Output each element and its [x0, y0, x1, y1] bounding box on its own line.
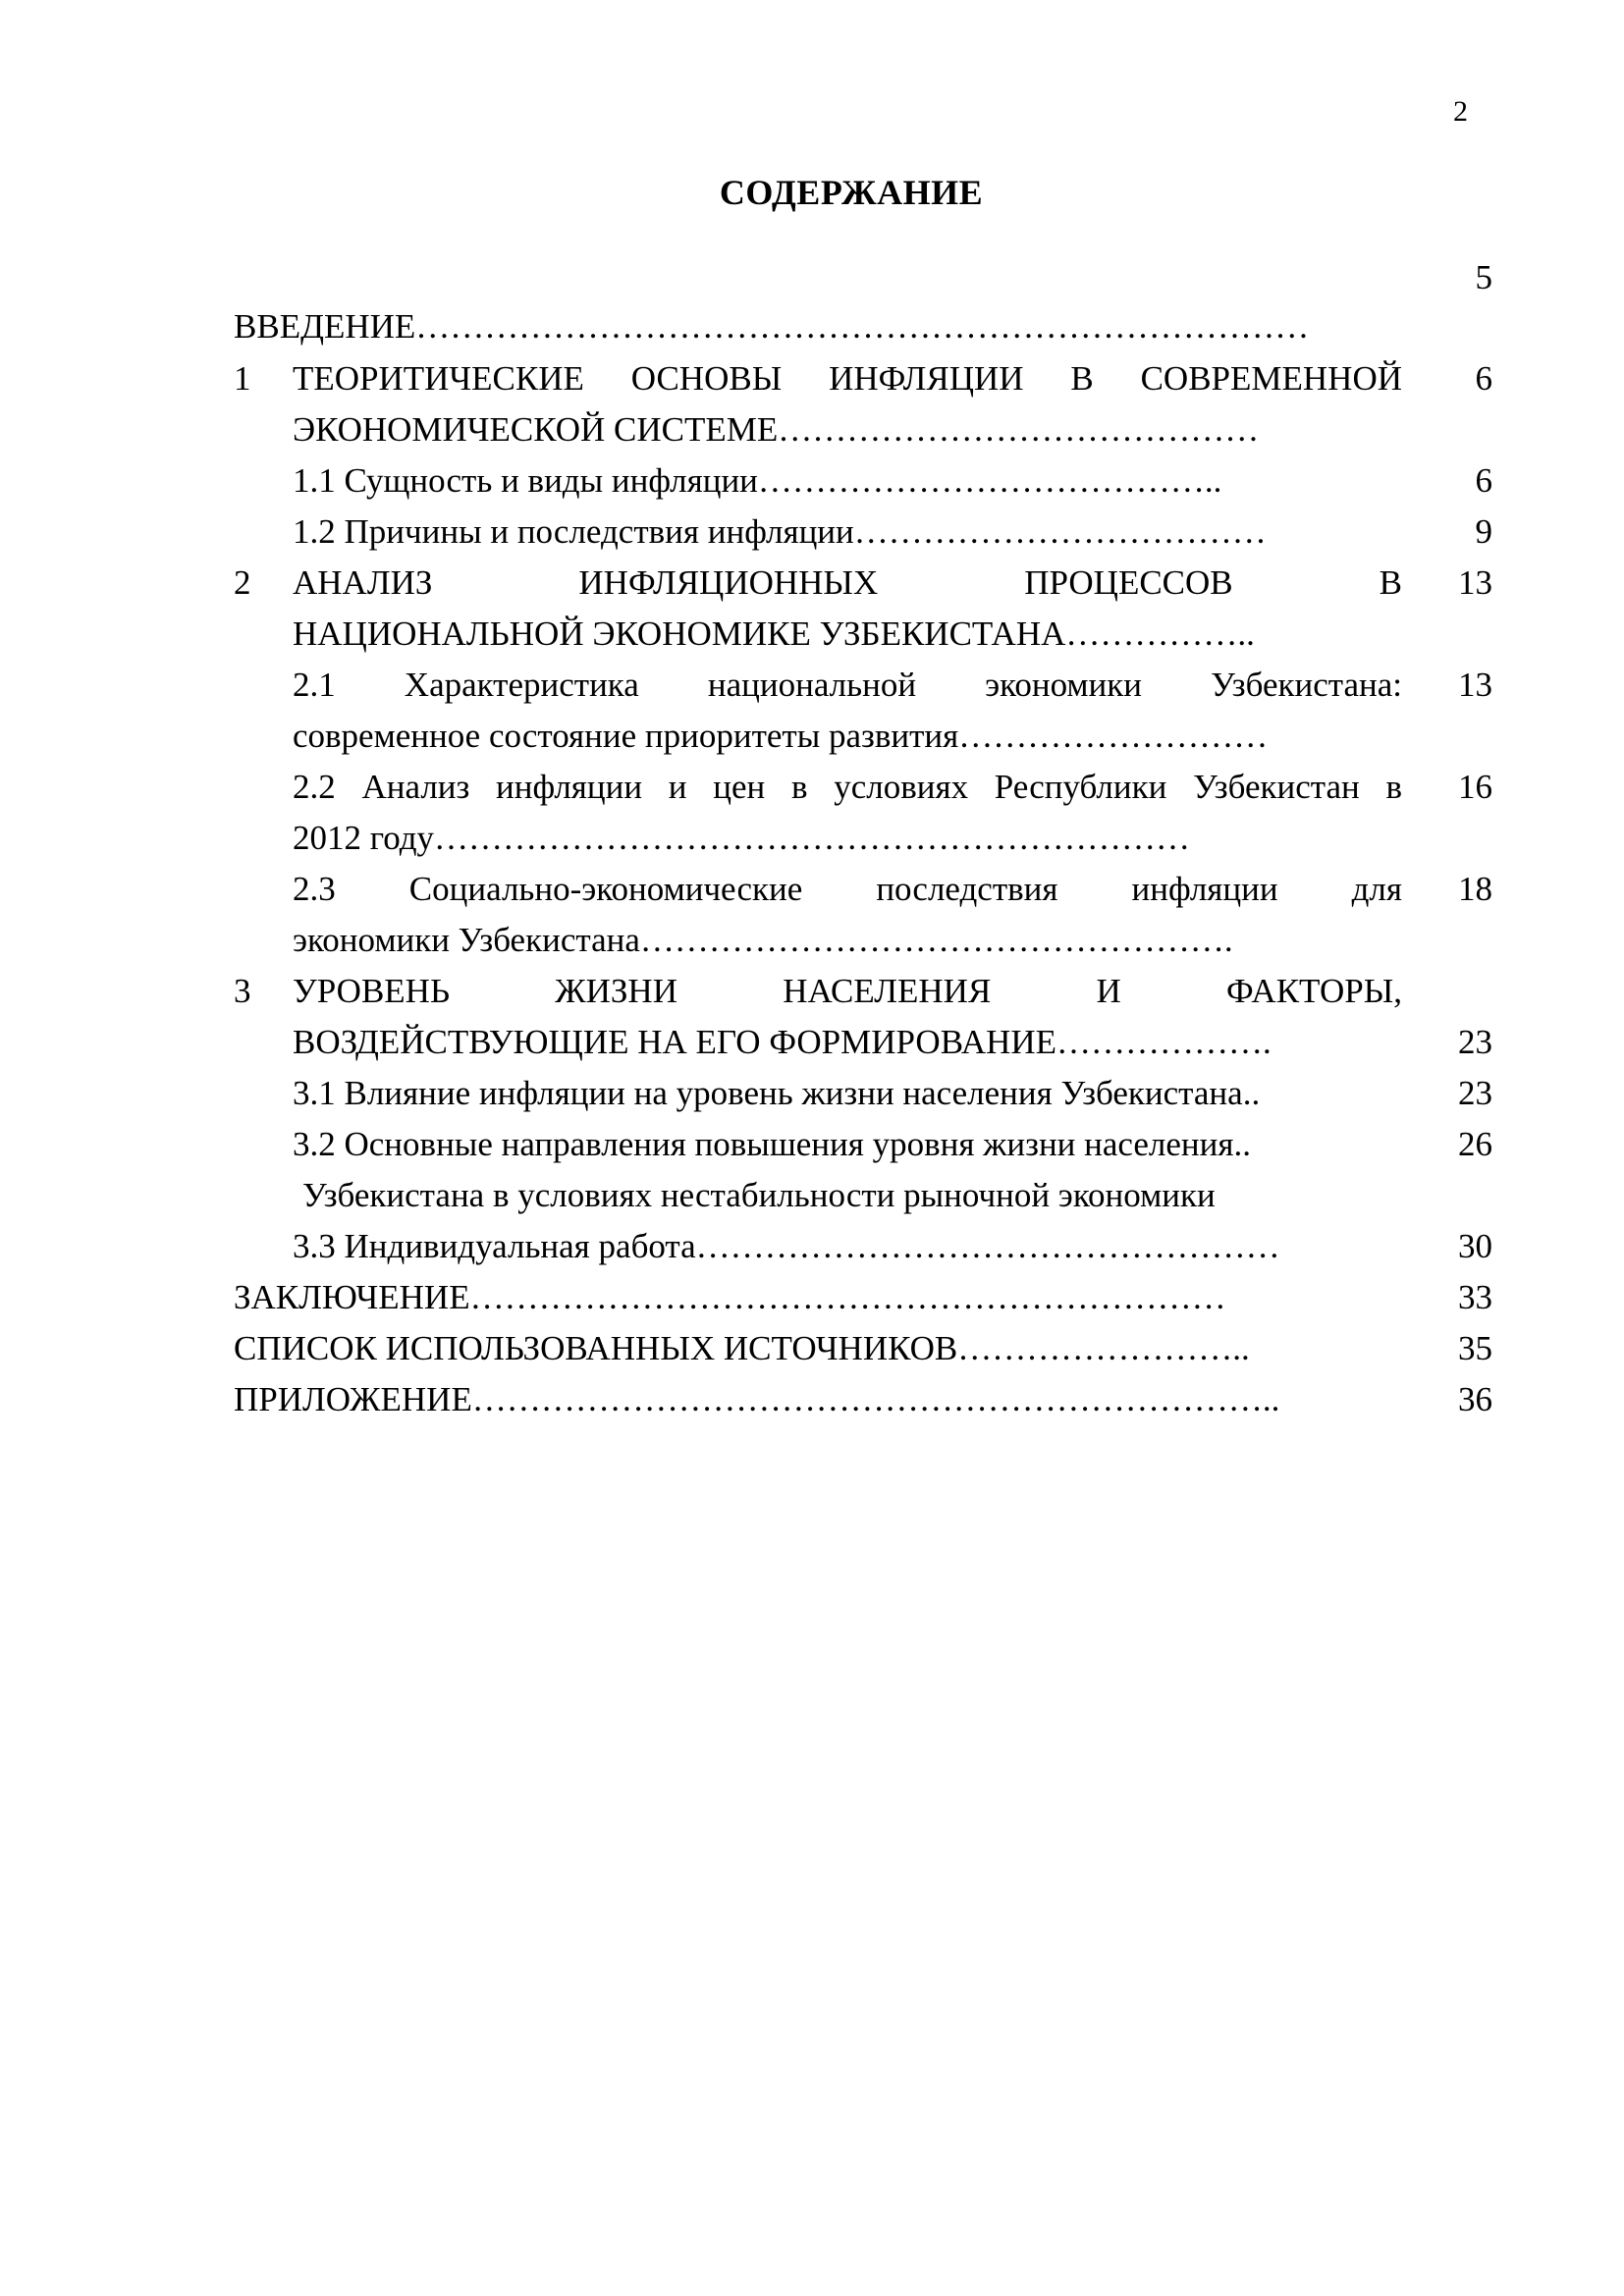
toc-s3-3-page: 30 — [1458, 1227, 1492, 1265]
toc-s2-2-page: 16 — [1458, 768, 1492, 806]
toc-s2-2-line1: 2.2 Анализ инфляции и цен в условиях Республики Узбекистан в — [293, 768, 1402, 806]
toc-s1-1: 1.1 Сущность и виды инфляции………………………………….. — [293, 461, 1222, 500]
toc-s2-3-page: 18 — [1458, 870, 1492, 908]
toc-appendix-page: 36 — [1458, 1380, 1492, 1418]
toc-s2-line2: НАЦИОНАЛЬНОЙ ЭКОНОМИКЕ УЗБЕКИСТАНА…………….. — [293, 614, 1255, 653]
toc-conclusion: ЗАКЛЮЧЕНИЕ………………………………………………………… — [234, 1278, 1226, 1316]
toc-s3-3: 3.3 Индивидуальная работа…………………………………………… — [293, 1227, 1280, 1265]
toc-s2-1-line1: 2.1 Характеристика национальной экономики Узбекистана: — [293, 666, 1402, 704]
toc-sources: СПИСОК ИСПОЛЬЗОВАННЫХ ИСТОЧНИКОВ…………………….. — [234, 1329, 1250, 1367]
toc-sources-page: 35 — [1458, 1329, 1492, 1367]
toc-s1-page: 6 — [1475, 359, 1492, 398]
toc-s3-line2: ВОЗДЕЙСТВУЮЩИЕ НА ЕГО ФОРМИРОВАНИЕ………………. — [293, 1023, 1272, 1061]
toc-s2-2-line2: 2012 году………………………………………………………… — [293, 819, 1191, 857]
toc-s2-page: 13 — [1458, 563, 1492, 602]
toc-intro-page: 5 — [1475, 258, 1492, 296]
page-number: 2 — [1453, 95, 1468, 128]
toc-intro: ВВЕДЕНИЕ…………………………………………………………………… — [234, 307, 1310, 346]
toc-s3-2-line1: 3.2 Основные направления повышения уровня жизни населения.. — [293, 1125, 1251, 1163]
toc-s3-1: 3.1 Влияние инфляции на уровень жизни населения Узбекистана.. — [293, 1074, 1261, 1112]
toc-s2-line1: АНАЛИЗ ИНФЛЯЦИОННЫХ ПРОЦЕССОВ В — [293, 563, 1402, 602]
toc-s2-1-page: 13 — [1458, 666, 1492, 704]
toc-s2-3-line2: экономики Узбекистана……………………………………………. — [293, 921, 1233, 959]
toc-s3-2-page: 26 — [1458, 1125, 1492, 1163]
toc-s3-number: 3 — [234, 972, 251, 1010]
toc-appendix: ПРИЛОЖЕНИЕ…………………………………………………………….. — [234, 1380, 1280, 1418]
toc-s2-3-line1: 2.3 Социально-экономические последствия инфляции для — [293, 870, 1402, 908]
page-title: СОДЕРЖАНИЕ — [719, 173, 984, 212]
toc-s2-1-line2: современное состояние приоритеты развития……………………… — [293, 717, 1269, 755]
toc-s3-2-line2: Узбекистана в условиях нестабильности рыночной экономики — [302, 1176, 1216, 1214]
toc-s3-page: 23 — [1458, 1023, 1492, 1061]
toc-s1-line2: ЭКОНОМИЧЕСКОЙ СИСТЕМЕ…………………………………… — [293, 410, 1260, 449]
toc-s1-line1: ТЕОРИТИЧЕСКИЕ ОСНОВЫ ИНФЛЯЦИИ В СОВРЕМЕННОЙ — [293, 359, 1402, 398]
toc-s3-1-page: 23 — [1458, 1074, 1492, 1112]
toc-s1-number: 1 — [234, 359, 251, 398]
toc-s2-number: 2 — [234, 563, 251, 602]
toc-s1-2-page: 9 — [1475, 512, 1492, 551]
toc-conclusion-page: 33 — [1458, 1278, 1492, 1316]
toc-s3-line1: УРОВЕНЬ ЖИЗНИ НАСЕЛЕНИЯ И ФАКТОРЫ, — [293, 972, 1402, 1010]
toc-s1-1-page: 6 — [1475, 461, 1492, 500]
toc-s1-2: 1.2 Причины и последствия инфляции……………………………… — [293, 512, 1267, 551]
